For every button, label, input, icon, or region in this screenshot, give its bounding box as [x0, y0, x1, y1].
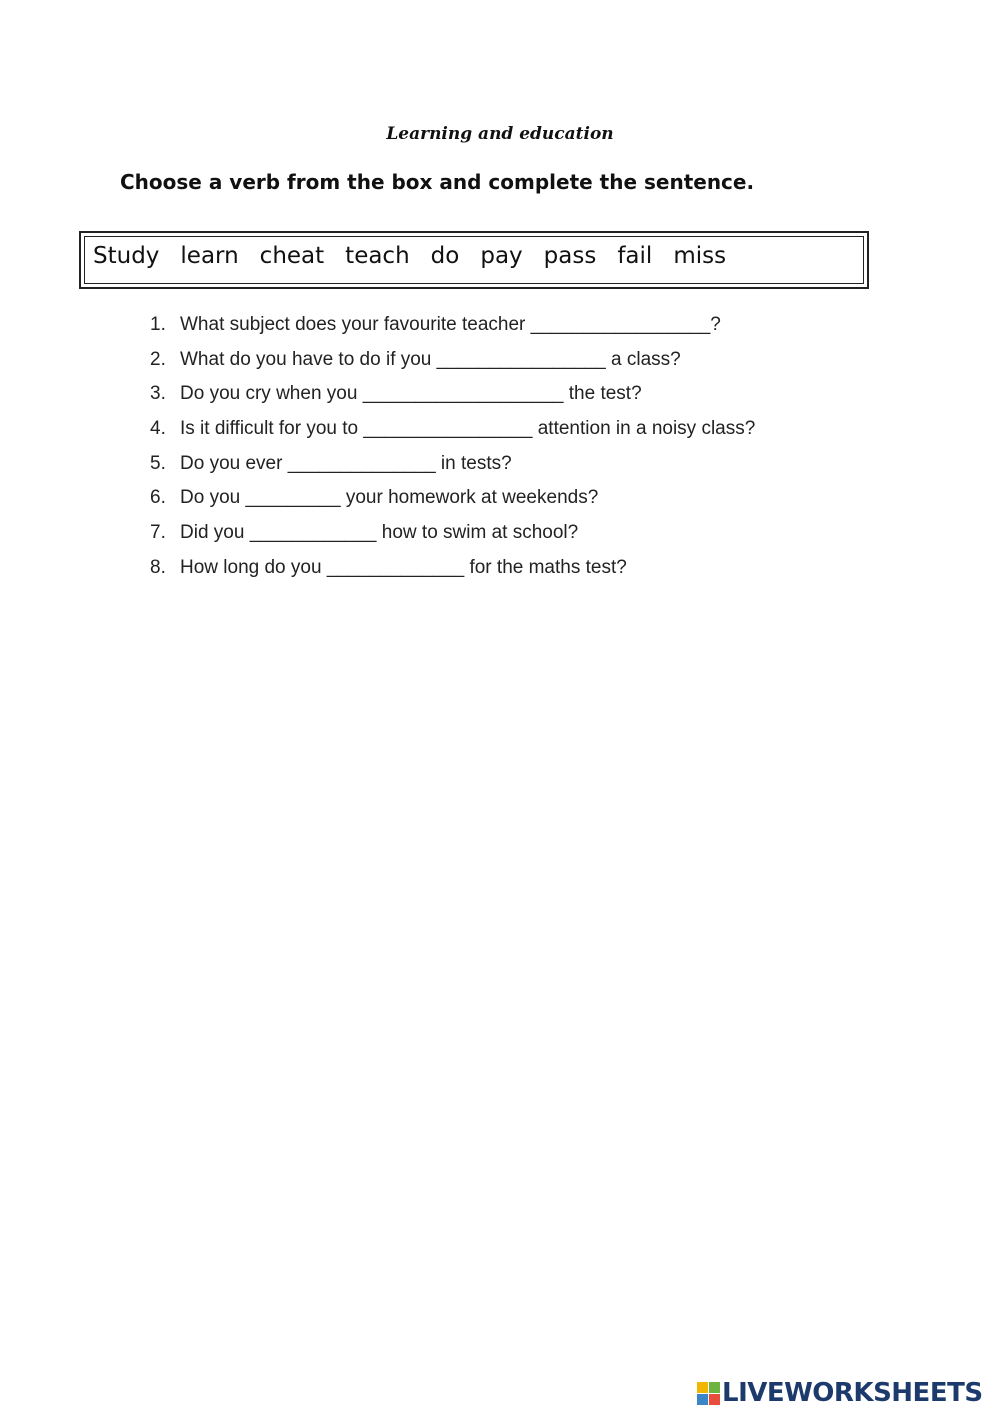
question-text: Do you cry when you ___________________ the test?	[180, 383, 642, 405]
liveworksheets-logo	[697, 1378, 983, 1408]
question-text: Do you ever ______________ in tests?	[180, 452, 512, 474]
question-text: How long do you _____________ for the maths test?	[180, 556, 627, 578]
question-number: 2.	[150, 348, 166, 370]
question-item	[150, 520, 755, 555]
verb-miss: miss	[673, 243, 727, 269]
logo-square-green	[709, 1382, 720, 1393]
question-text: Is it difficult for you to ________________ attention in a noisy class?	[180, 418, 756, 440]
question-item	[150, 416, 755, 451]
verb-list	[93, 243, 747, 269]
instruction-text: Choose a verb from the box and complete the sentence.	[120, 170, 755, 194]
question-item	[150, 485, 755, 520]
question-text: What subject does your favourite teacher _________________?	[180, 314, 721, 335]
logo-mark-icon	[697, 1382, 720, 1405]
question-number: 4.	[150, 418, 166, 440]
logo-square-red	[709, 1394, 720, 1405]
question-item	[150, 451, 755, 486]
question-number: 8.	[150, 556, 166, 578]
question-list	[150, 312, 755, 590]
question-number: 7.	[150, 522, 166, 544]
logo-text: LIVEWORKSHEETS	[722, 1378, 983, 1408]
logo-square-yellow	[697, 1382, 708, 1393]
verb-do: do	[430, 243, 460, 269]
question-number: 5.	[150, 452, 166, 474]
verb-pay: pay	[480, 243, 523, 269]
worksheet-title: Learning and education	[386, 124, 614, 144]
question-number: 6.	[150, 487, 166, 509]
verb-learn: learn	[180, 243, 239, 269]
verb-box	[79, 231, 869, 289]
verb-study: Study	[93, 243, 160, 269]
question-text: Do you _________ your homework at weekends?	[180, 487, 599, 509]
question-number: 1.	[150, 314, 166, 335]
question-item	[150, 347, 755, 382]
verb-pass: pass	[543, 243, 597, 269]
question-text: What do you have to do if you ________________ a class?	[180, 348, 681, 370]
verb-teach: teach	[345, 243, 410, 269]
question-item	[150, 312, 755, 347]
verb-fail: fail	[617, 243, 653, 269]
question-item	[150, 381, 755, 416]
verb-cheat: cheat	[259, 243, 325, 269]
question-text: Did you ____________ how to swim at school?	[180, 522, 579, 544]
logo-square-blue	[697, 1394, 708, 1405]
question-number: 3.	[150, 383, 166, 405]
question-item	[150, 555, 755, 590]
